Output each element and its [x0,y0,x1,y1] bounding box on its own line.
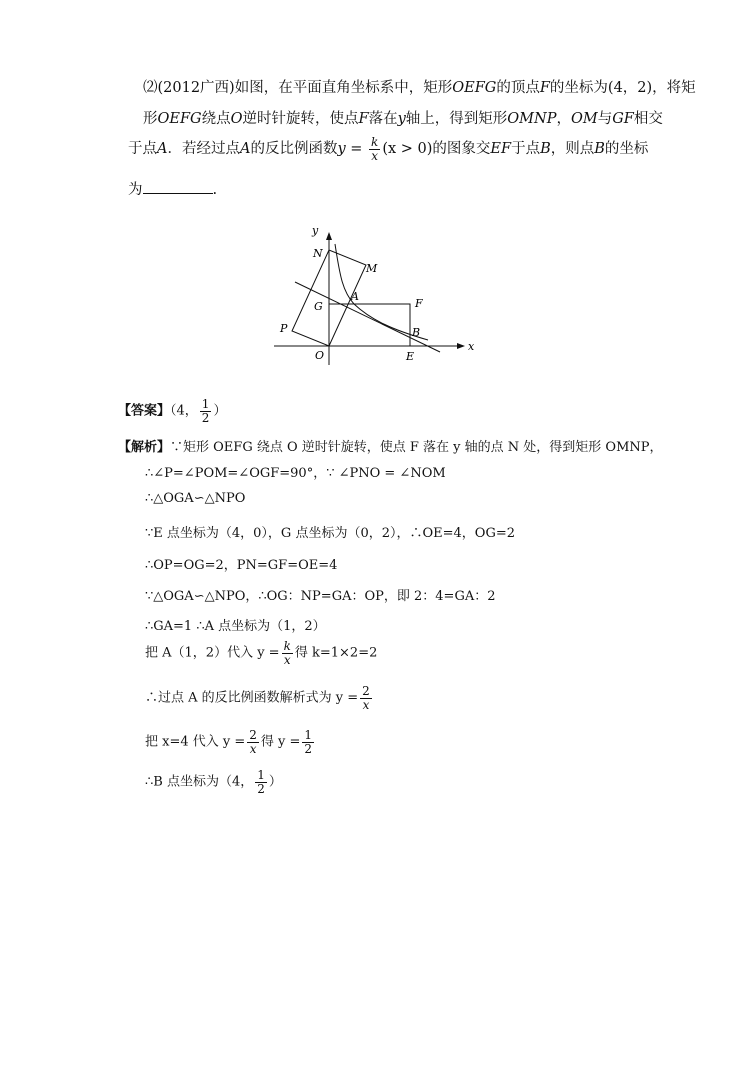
question-text: F [358,111,369,127]
label-p: P [280,322,288,335]
question-text: 于点 [128,141,157,158]
fraction-1-over-2 [255,769,267,795]
fraction-denominator: x [362,697,370,712]
fraction-numerator: 1 [304,728,313,742]
fraction-denominator: 2 [304,741,313,756]
analysis-line-5: ∴OP=OG=2，PN=GF=OE=4 [145,558,338,573]
answer-text: （4， [170,403,198,419]
label-a: A [351,290,359,303]
fraction-numerator: 1 [257,768,265,782]
answer-tag: 【答案】 [118,403,171,419]
question-text: EF [490,141,512,158]
rectangle-oefg [329,304,410,346]
question-text: = [345,141,368,158]
analysis-line-10 [145,729,316,755]
label-e: E [406,350,415,363]
label-b: B [412,326,421,339]
answer-fraction [200,398,212,424]
fraction-numerator: 2 [362,684,370,698]
fraction-1-over-2 [302,729,314,755]
question-text: 形 [143,111,158,127]
analysis-text: 把 x=4 代入 y = [145,734,246,750]
question-line-1 [143,76,696,97]
question-text: 相交 [633,111,663,127]
analysis-line-4: ∵E 点坐标为（4，0），G 点坐标为（0，2），∴OE=4，OG=2 [145,526,516,541]
label-m: M [366,262,378,275]
question-text: OEFG [452,80,497,96]
analysis-line-9 [145,685,374,711]
question-text: A [157,141,168,158]
y-axis-arrow [326,232,332,240]
question-text: GF [612,111,634,127]
label-g: G [314,300,323,313]
fraction-denominator: 2 [201,410,210,425]
label-f: F [415,297,423,310]
label-o: O [315,349,325,362]
fraction-denominator: 2 [257,781,265,796]
question-text: y [337,141,346,158]
coordinate-figure [268,222,478,367]
question-text: 于点 [511,141,541,158]
fraction-denominator: x [249,741,257,756]
analysis-text: ） [268,774,282,790]
question-text: A [239,141,251,158]
analysis-line-2: ∴∠P=∠POM=∠OGF=90°，∵ ∠PNO = ∠NOM [145,466,446,481]
question-text: B [594,141,605,158]
fraction-numerator: k [283,639,291,653]
fraction-k-over-x [282,640,293,666]
fraction-numerator: 2 [249,728,257,742]
label-n: N [313,247,323,260]
question-text: OMNP [507,111,557,127]
question-text: OM [570,111,598,127]
question-text: B [540,141,551,158]
question-text: 为 [128,182,143,198]
fraction-k-over-x [369,136,380,162]
analysis-line-3: ∴△OGA∽△NPO [145,491,246,506]
question-text: 的坐标为(4，2)，将矩 [549,80,696,96]
analysis-line-11 [145,769,282,795]
question-text: 逆时针旋转，使点 [242,111,359,127]
question-line-2 [143,107,663,128]
question-text: 轴上，得到矩形 [405,111,508,127]
question-text: F [539,80,550,96]
question-text: 的反比例函数 [250,141,338,158]
analysis-line-6: ∵△OGA∽△NPO，∴OG：NP=GA：OP，即 2：4=GA：2 [145,589,496,604]
analysis-line-8 [145,640,377,666]
analysis-text: 把 A（1，2）代入 y = [145,645,280,661]
analysis-text: ∴B 点坐标为（4， [145,774,254,790]
fraction-2-over-x [247,729,259,755]
answer-blank [143,192,213,194]
question-text: ，则点 [550,141,595,158]
fraction-numerator: 1 [201,397,210,411]
fraction-numerator: k [371,135,379,149]
x-axis-arrow [457,343,465,349]
question-text: 的坐标 [604,141,649,158]
answer-text: ） [213,403,227,419]
question-line-3 [128,136,648,162]
question-line-4 [128,178,217,199]
question-text: 落在 [368,111,398,127]
analysis-line-1 [118,436,663,455]
question-text: ， [556,111,571,127]
question-text: 与 [597,111,613,127]
analysis-text: ∵矩形 OEFG 绕点 O 逆时针旋转，使点 F 落在 y 轴的点 N 处，得到矩形 OMNP， [170,440,663,455]
question-text: . [212,182,218,198]
analysis-line-7: ∴GA=1 ∴A 点坐标为（1，2） [145,619,326,634]
analysis-tag: 【解析】 [118,440,171,455]
analysis-text: 得 k=1×2=2 [294,645,378,661]
question-text: ．若经过点 [167,141,240,158]
fraction-denominator: x [283,652,291,667]
analysis-text: 得 y = [260,734,301,750]
question-text: OEFG [157,111,202,127]
question-text: ⑵(2012广西)如图，在平面直角坐标系中，矩形 [143,80,453,96]
question-text: O [230,111,243,127]
question-text: (x > 0) [382,141,433,158]
question-text: 的顶点 [496,80,540,96]
question-text: 绕点 [201,111,231,127]
label-x: x [468,340,475,353]
question-text: y [397,111,406,127]
analysis-text: ∴过点 A 的反比例函数解析式为 y = [145,690,359,706]
fraction-denominator: x [371,148,379,163]
answer-line [118,398,226,424]
fraction-2-over-x [360,685,372,711]
label-y: y [312,224,319,237]
question-text: 的图象交 [432,141,491,158]
